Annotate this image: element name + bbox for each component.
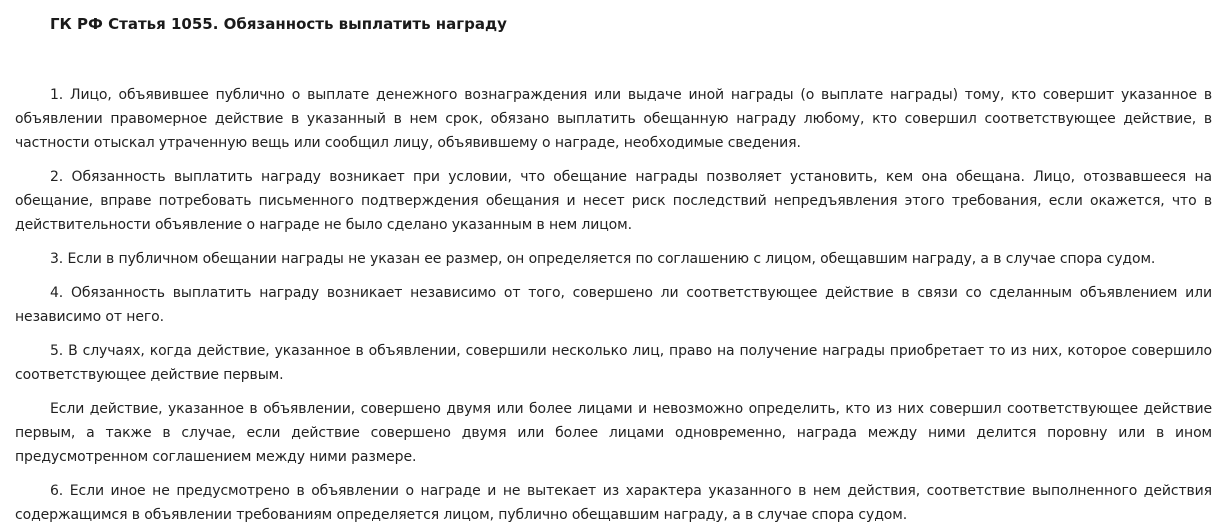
paragraph-3: 3. Если в публичном обещании награды не указан ее размер, он определяется по соглашению с лицом, обещавшим награду, а в случае спора судом. bbox=[50, 251, 1156, 267]
article-body bbox=[15, 83, 1212, 527]
paragraph-2: 2. Обязанность выплатить награду возникает при условии, что обещание награды позволяет установить, кем она обещана. Лицо, отозвавшееся на обещание, вправе потребовать письменного подтверждения обещания и несет риск последствий непредъявления этого требования, если окажется, что в действительности объявление о награде не было сделано указанным в нем лицом. bbox=[15, 169, 1212, 233]
paragraph-5: 5. В случаях, когда действие, указанное в объявлении, совершили несколько лиц, право на получение награды приобретает то из них, которое совершило соответствующее действие первым. bbox=[15, 343, 1212, 383]
paragraph-5-continuation: Если действие, указанное в объявлении, совершено двумя или более лицами и невозможно определить, кто из них совершил соответствующее действие первым, а также в случае, если действие совершено двумя или более лицами одновременно, награда между ними делится поровну или в ином предусмотренном соглашением между ними размере. bbox=[15, 401, 1212, 465]
paragraph-4: 4. Обязанность выплатить награду возникает независимо от того, совершено ли соответствующее действие в связи со сделанным объявлением или независимо от него. bbox=[15, 285, 1212, 325]
paragraph-1: 1. Лицо, объявившее публично о выплате денежного вознаграждения или выдаче иной награды (о выплате награды) тому, кто совершит указанное в объявлении правомерное действие в указанный в нем срок, обязано выплатить обещанную награду любому, кто совершил соответствующее действие, в частности отыскал утраченную вещь или сообщил лицу, объявившему о награде, необходимые сведения. bbox=[15, 87, 1212, 151]
paragraph-6: 6. Если иное не предусмотрено в объявлении о награде и не вытекает из характера указанного в нем действия, соответствие выполненного действия содержащимся в объявлении требованиям определяется лицом, публично обещавшим награду, а в случае спора судом. bbox=[15, 483, 1212, 523]
article-title: ГК РФ Статья 1055. Обязанность выплатить награду bbox=[50, 15, 507, 33]
